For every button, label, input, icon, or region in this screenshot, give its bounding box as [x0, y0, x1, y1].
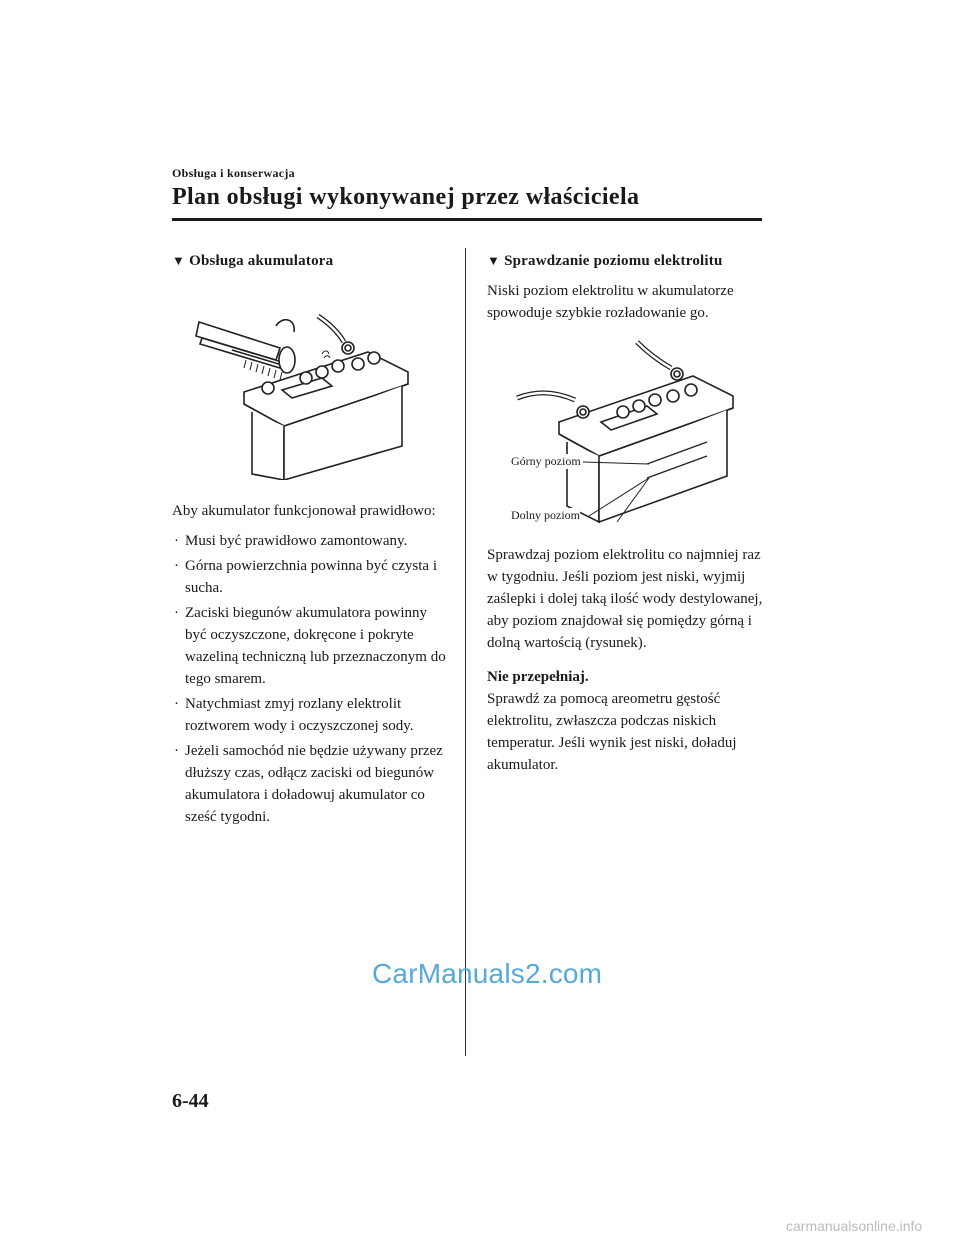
triangle-marker-icon: ▼	[172, 253, 186, 268]
page-number: 6-44	[172, 1090, 209, 1112]
battery-maintenance-list	[172, 530, 447, 828]
electrolite-level-heading-text: Sprawdzanie poziomu elektrolitu	[504, 253, 723, 269]
left-column	[172, 250, 447, 831]
list-item: · Natychmiast zmyj rozlany elektrolit roztworem wody i oczyszczonej sody.	[174, 696, 414, 734]
right-column	[487, 250, 767, 776]
watermark-logo: CarManuals2.com	[372, 958, 603, 989]
hydrometer-text: Sprawdź za pomocą areometru gęstość elektrolitu, zwłaszcza podczas niskich temperatur. Jeśli wynik jest niski, doładuj akumulator.	[487, 691, 737, 773]
electrolite-level-heading	[487, 250, 767, 272]
list-item: · Zaciski biegunów akumulatora powinny być oczyszczone, dokręcone i pokryte wazeliną techniczną lub przeznaczonym do tego smarem.	[174, 605, 446, 687]
electrolite-check-text: Sprawdzaj poziom elektrolitu co najmniej raz w tygodniu. Jeśli poziom jest niski, wyjmij zaślepki i dolej taką ilość wody destylowanej, aby poziom znajdował się pomiędzy górną i dolną wartością (rysunek).	[487, 547, 763, 651]
section-label: Obsługa i konserwacja	[172, 166, 295, 180]
electrolite-intro-text: Niski poziom elektrolitu w akumulatorze spowoduje szybkie rozładowanie go.	[487, 283, 734, 321]
triangle-marker-icon: ▼	[487, 253, 501, 268]
brush-icon	[196, 320, 295, 373]
column-divider	[465, 248, 466, 1056]
list-item: · Jeżeli samochód nie będzie używany przez dłuższy czas, odłącz zaciski od biegunów akumulatora i doładowuj akumulator co sześć tygodni.	[174, 743, 443, 825]
list-item: · Musi być prawidłowo zamontowany.	[174, 533, 408, 549]
battery-cleaning-illustration	[172, 280, 432, 480]
footer-url: carmanualsonline.info	[786, 1218, 923, 1234]
title-rule	[172, 218, 762, 221]
list-item: · Górna powierzchnia powinna być czysta i sucha.	[174, 558, 437, 596]
battery-maintenance-heading	[172, 250, 447, 272]
electrolite-level-figure	[487, 338, 767, 534]
battery-intro-text: Aby akumulator funkcjonował prawidłowo:	[172, 503, 436, 519]
overfill-warning: Nie przepełniaj.	[487, 669, 589, 685]
upper-level-label: Górny poziom	[511, 454, 581, 468]
battery-level-illustration	[487, 338, 767, 534]
page-title: Plan obsługi wykonywanej przez właściciela	[172, 184, 640, 210]
battery-icon	[559, 368, 733, 522]
lower-level-label: Dolny poziom	[511, 508, 580, 522]
battery-maintenance-heading-text: Obsługa akumulatora	[189, 253, 334, 269]
